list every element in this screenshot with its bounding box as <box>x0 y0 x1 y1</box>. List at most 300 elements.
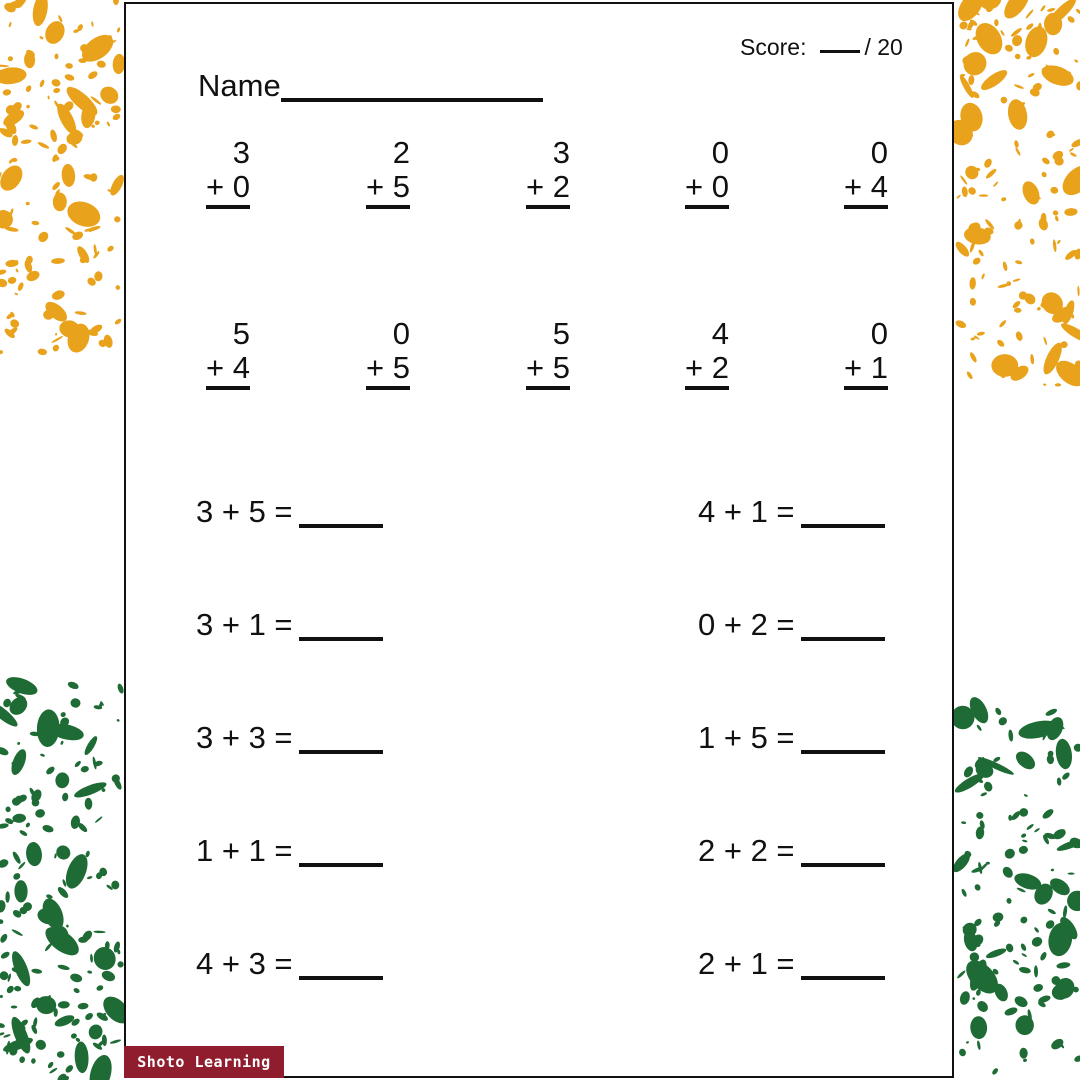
paint-splatter-blob <box>14 292 18 295</box>
top-number: 5 <box>232 316 250 351</box>
paint-splatter-blob <box>969 351 978 363</box>
equation: 2 + 2 = <box>698 833 795 868</box>
paint-splatter-blob <box>84 798 92 810</box>
paint-splatter-blob <box>0 995 3 998</box>
paint-splatter-blob <box>1052 47 1060 56</box>
paint-splatter-blob <box>1019 808 1029 817</box>
paint-splatter-blob <box>972 256 982 266</box>
paint-splatter-blob <box>966 371 974 380</box>
paint-splatter-blob <box>115 284 121 290</box>
paint-splatter-blob <box>1021 953 1027 958</box>
paint-splatter-blob <box>57 964 70 971</box>
paint-splatter-blob <box>1030 935 1044 948</box>
paint-splatter-blob <box>12 135 19 146</box>
worksheet-page <box>124 2 954 1078</box>
paint-splatter-blob <box>31 1058 36 1064</box>
paint-splatter-blob <box>1055 383 1062 386</box>
paint-splatter-blob <box>100 969 116 983</box>
paint-splatter-blob <box>979 194 989 196</box>
brand-label: Shoto Learning <box>124 1046 284 1078</box>
top-number: 4 <box>711 316 729 351</box>
equation: 1 + 5 = <box>698 720 795 755</box>
equation: 4 + 3 = <box>196 946 293 981</box>
score-field <box>740 34 903 61</box>
horizontal-problem <box>698 946 885 982</box>
paint-splatter-blob <box>1066 15 1076 24</box>
paint-splatter-blob <box>1070 137 1080 149</box>
paint-splatter-blob <box>1004 44 1014 53</box>
paint-splatter-blob <box>1034 965 1038 977</box>
paint-splatter-blob <box>1064 208 1078 217</box>
paint-splatter-blob <box>47 95 50 99</box>
paint-splatter-blob <box>961 186 968 198</box>
paint-splatter-blob <box>0 933 9 944</box>
score-blank[interactable] <box>820 50 860 53</box>
paint-splatter-blob <box>60 711 67 718</box>
paint-splatter-blob <box>1013 84 1024 90</box>
answer-blank[interactable] <box>299 863 383 867</box>
paint-splatter-blob <box>39 79 46 88</box>
vertical-problem <box>346 136 410 204</box>
paint-splatter-blob <box>90 954 93 963</box>
horizontal-problem <box>196 946 383 982</box>
paint-splatter-blob <box>37 141 50 150</box>
paint-splatter-blob <box>34 808 46 819</box>
paint-splatter-blob <box>1019 1047 1028 1058</box>
paint-splatter-blob <box>1020 943 1028 952</box>
paint-splatter-blob <box>1041 807 1055 820</box>
paint-splatter-blob <box>3 1033 11 1038</box>
paint-splatter-blob <box>963 163 982 182</box>
equation: 1 + 1 = <box>196 833 293 868</box>
vertical-problem <box>824 317 888 385</box>
paint-splatter-blob <box>0 745 10 756</box>
paint-splatter-blob <box>1026 823 1035 831</box>
paint-splatter-blob <box>39 36 44 40</box>
horizontal-problem <box>196 607 383 643</box>
paint-splatter-blob <box>1000 30 1005 37</box>
paint-splatter-blob <box>983 780 994 792</box>
equation: 3 + 1 = <box>196 607 293 642</box>
paint-splatter-blob <box>17 282 25 292</box>
paint-splatter-blob <box>17 741 21 745</box>
paint-splatter-blob <box>51 258 65 265</box>
paint-splatter-blob <box>5 806 10 812</box>
paint-splatter-blob <box>93 930 105 933</box>
paint-splatter-blob <box>968 75 975 85</box>
paint-splatter-blob <box>985 168 998 180</box>
paint-splatter-blob <box>0 64 9 67</box>
paint-splatter-blob <box>1056 777 1061 786</box>
paint-splatter-blob <box>14 880 28 903</box>
paint-splatter-blob <box>1069 152 1077 158</box>
paint-splatter-blob <box>96 984 104 992</box>
paint-splatter-blob <box>62 792 69 801</box>
paint-splatter-blob <box>55 333 58 336</box>
paint-splatter-blob <box>36 230 50 244</box>
paint-splatter-blob <box>1037 217 1049 231</box>
paint-splatter-blob <box>1002 261 1008 271</box>
paint-splatter-blob <box>974 883 982 891</box>
paint-splatter-blob <box>998 319 1007 328</box>
paint-splatter-blob <box>983 157 994 169</box>
paint-splatter-blob <box>87 70 99 81</box>
paint-splatter-blob <box>30 0 50 27</box>
paint-splatter-blob <box>11 851 22 865</box>
paint-splatter-blob <box>1049 1037 1065 1052</box>
paint-splatter-blob <box>51 343 60 352</box>
paint-splatter-blob <box>60 740 64 745</box>
horizontal-problem <box>196 720 383 756</box>
addend: + 4 <box>206 350 250 390</box>
horizontal-problem <box>698 494 885 530</box>
paint-splatter-blob <box>66 924 69 928</box>
paint-splatter-blob <box>53 87 61 93</box>
paint-splatter-blob <box>1051 827 1067 841</box>
top-number: 3 <box>232 135 250 170</box>
addend: + 4 <box>844 169 888 209</box>
paint-splatter-blob <box>999 0 1034 23</box>
paint-splatter-blob <box>80 765 89 773</box>
paint-splatter-blob <box>980 792 988 798</box>
paint-splatter-blob <box>1014 140 1020 148</box>
paint-splatter-blob <box>51 335 64 344</box>
score-label: Score: <box>740 34 807 60</box>
paint-splatter-blob <box>1047 908 1057 916</box>
paint-splatter-blob <box>47 1061 55 1069</box>
top-number: 0 <box>870 316 888 351</box>
addend: + 5 <box>526 350 570 390</box>
paint-splatter-blob <box>969 298 976 306</box>
paint-splatter-blob <box>1015 147 1022 157</box>
paint-splatter-blob <box>997 716 1009 727</box>
top-number: 5 <box>552 316 570 351</box>
equation: 3 + 5 = <box>196 494 293 529</box>
answer-blank[interactable] <box>299 976 383 980</box>
paint-splatter-blob <box>64 1064 74 1074</box>
paint-splatter-blob <box>999 96 1008 105</box>
paint-splatter-blob <box>985 947 1007 961</box>
paint-splatter-blob <box>1062 905 1068 918</box>
addend: + 5 <box>366 169 410 209</box>
paint-splatter-blob <box>1003 847 1017 861</box>
paint-splatter-blob <box>64 226 77 236</box>
vertical-problem <box>186 317 250 385</box>
paint-splatter-blob <box>37 348 47 356</box>
paint-splatter-blob <box>1023 1058 1028 1062</box>
paint-splatter-blob <box>1045 707 1058 717</box>
paint-splatter-blob <box>0 918 4 924</box>
paint-splatter-blob <box>94 271 103 281</box>
top-number: 0 <box>711 135 729 170</box>
paint-splatter-blob <box>25 822 31 828</box>
paint-splatter-blob <box>40 753 45 757</box>
paint-splatter-blob <box>1015 331 1024 342</box>
paint-splatter-blob <box>21 139 32 145</box>
paint-splatter-blob <box>1041 156 1051 165</box>
paint-splatter-blob <box>992 911 1005 922</box>
paint-splatter-blob <box>8 56 13 61</box>
paint-splatter-blob <box>1008 729 1014 741</box>
paint-splatter-blob <box>55 772 70 789</box>
paint-splatter-blob <box>994 707 1002 716</box>
paint-splatter-blob <box>11 1006 18 1009</box>
paint-splatter-blob <box>1057 160 1080 201</box>
paint-splatter-blob <box>1044 13 1062 35</box>
paint-splatter-blob <box>1029 238 1035 245</box>
paint-splatter-blob <box>67 680 80 690</box>
paint-splatter-blob <box>981 273 986 280</box>
paint-splatter-blob <box>1013 748 1039 773</box>
paint-splatter-blob <box>1054 738 1074 771</box>
paint-splatter-blob <box>1074 59 1079 63</box>
paint-splatter-blob <box>42 824 55 834</box>
paint-splatter-blob <box>14 986 22 992</box>
paint-splatter-blob <box>61 163 76 187</box>
addend: + 2 <box>685 350 729 390</box>
paint-splatter-blob <box>1075 8 1080 16</box>
paint-splatter-blob <box>991 1067 999 1076</box>
paint-splatter-blob <box>5 984 15 994</box>
paint-splatter-blob <box>0 269 7 276</box>
paint-splatter-blob <box>976 331 985 336</box>
answer-blank[interactable] <box>299 637 383 641</box>
paint-splatter-blob <box>1050 186 1059 195</box>
paint-splatter-blob <box>56 885 70 899</box>
paint-splatter-blob <box>2 89 11 97</box>
paint-splatter-blob <box>96 60 106 69</box>
horizontal-problem <box>698 833 885 869</box>
paint-splatter-blob <box>25 841 43 867</box>
name-field <box>198 68 543 104</box>
paint-splatter-blob <box>8 747 29 777</box>
vertical-problem <box>346 317 410 385</box>
paint-splatter-blob <box>91 21 94 27</box>
paint-splatter-blob <box>74 311 86 316</box>
paint-splatter-blob <box>993 181 999 188</box>
paint-splatter-blob <box>1025 9 1034 20</box>
paint-splatter-blob <box>0 350 3 355</box>
paint-splatter-blob <box>7 276 17 285</box>
paint-splatter-blob <box>42 18 69 47</box>
paint-splatter-blob <box>53 192 67 211</box>
paint-splatter-blob <box>11 928 23 936</box>
paint-splatter-blob <box>113 0 119 5</box>
name-line[interactable] <box>281 98 543 102</box>
paint-splatter-blob <box>1073 743 1080 752</box>
equation: 2 + 1 = <box>698 946 795 981</box>
horizontal-problem <box>698 720 885 756</box>
paint-splatter-blob <box>1056 961 1071 969</box>
paint-splatter-blob <box>1056 239 1061 244</box>
paint-splatter-blob <box>56 142 69 156</box>
paint-splatter-blob <box>1005 942 1015 953</box>
paint-splatter-blob <box>1073 1054 1080 1063</box>
vertical-problem <box>665 136 729 204</box>
answer-blank[interactable] <box>299 750 383 754</box>
horizontal-problem <box>698 607 885 643</box>
paint-splatter-blob <box>958 1048 967 1057</box>
paint-splatter-blob <box>49 1067 58 1074</box>
vertical-problem <box>824 136 888 204</box>
paint-splatter-blob <box>84 1011 94 1021</box>
answer-blank[interactable] <box>801 863 885 867</box>
paint-splatter-blob <box>70 698 81 708</box>
paint-splatter-blob <box>26 202 30 206</box>
paint-splatter-blob <box>1024 794 1029 798</box>
paint-splatter-blob <box>77 1002 88 1009</box>
paint-splatter-blob <box>31 220 39 225</box>
paint-splatter-blob <box>976 724 983 732</box>
paint-splatter-blob <box>86 1053 116 1080</box>
paint-splatter-blob <box>1046 754 1054 764</box>
paint-splatter-blob <box>74 1041 89 1073</box>
paint-splatter-blob <box>64 73 75 82</box>
paint-splatter-blob <box>1020 833 1027 839</box>
paint-splatter-blob <box>961 888 968 897</box>
horizontal-problem <box>196 494 383 530</box>
paint-splatter-blob <box>8 22 12 28</box>
paint-splatter-blob <box>1054 215 1059 222</box>
name-label: Name <box>198 68 281 103</box>
paint-splatter-blob <box>1039 61 1077 89</box>
paint-splatter-blob <box>15 268 19 273</box>
paint-splatter-blob <box>976 1040 981 1050</box>
paint-splatter-blob <box>969 277 976 290</box>
answer-blank[interactable] <box>299 524 383 528</box>
paint-splatter-blob <box>1012 278 1020 282</box>
equation: 0 + 2 = <box>698 607 795 642</box>
vertical-problem <box>665 317 729 385</box>
addend: + 5 <box>366 350 410 390</box>
paint-splatter-blob <box>1001 197 1007 202</box>
paint-splatter-blob <box>0 900 6 914</box>
addend: + 2 <box>526 169 570 209</box>
paint-splatter-blob <box>0 278 8 289</box>
paint-splatter-blob <box>1043 336 1048 345</box>
vertical-problem <box>506 317 570 385</box>
paint-splatter-blob <box>114 318 122 326</box>
score-total: / 20 <box>864 34 903 60</box>
paint-splatter-blob <box>956 970 966 980</box>
paint-splatter-blob <box>51 289 66 302</box>
paint-splatter-blob <box>44 942 53 952</box>
paint-splatter-blob <box>1061 771 1071 781</box>
answer-blank[interactable] <box>801 976 885 980</box>
paint-splatter-blob <box>74 760 82 768</box>
paint-splatter-blob <box>0 1022 5 1028</box>
paint-splatter-blob <box>1008 815 1012 821</box>
paint-splatter-blob <box>972 997 975 1000</box>
paint-splatter-blob <box>1001 865 1015 880</box>
paint-splatter-blob <box>994 19 999 26</box>
paint-splatter-blob <box>69 972 83 983</box>
paint-splatter-blob <box>45 765 56 776</box>
paint-splatter-blob <box>1041 171 1048 178</box>
answer-blank[interactable] <box>801 637 885 641</box>
paint-splatter-blob <box>19 1056 26 1064</box>
paint-splatter-blob <box>1005 98 1029 132</box>
paint-splatter-blob <box>25 84 33 92</box>
vertical-problem <box>186 136 250 204</box>
paint-splatter-blob <box>49 129 58 143</box>
paint-splatter-blob <box>87 1023 105 1042</box>
paint-splatter-blob <box>110 1039 122 1045</box>
paint-splatter-blob <box>1052 239 1057 252</box>
top-number: 3 <box>552 135 570 170</box>
paint-splatter-blob <box>975 811 984 819</box>
top-number: 0 <box>392 316 410 351</box>
paint-splatter-blob <box>956 194 961 199</box>
paint-splatter-blob <box>1004 1006 1019 1017</box>
paint-splatter-blob <box>1019 915 1029 925</box>
paint-splatter-blob <box>54 53 58 59</box>
addend: + 0 <box>206 169 250 209</box>
paint-splatter-blob <box>1013 994 1030 1009</box>
paint-splatter-blob <box>102 1034 108 1046</box>
paint-splatter-blob <box>966 1041 970 1044</box>
paint-splatter-blob <box>975 999 990 1014</box>
paint-splatter-blob <box>967 186 978 197</box>
paint-splatter-blob <box>1040 5 1047 12</box>
paint-splatter-blob <box>1032 983 1044 993</box>
paint-splatter-blob <box>34 1038 48 1052</box>
paint-splatter-blob <box>51 181 61 192</box>
paint-splatter-blob <box>87 970 93 974</box>
paint-splatter-blob <box>19 829 29 837</box>
paint-splatter-blob <box>1027 72 1035 78</box>
paint-splatter-blob <box>29 123 39 130</box>
addend: + 1 <box>844 350 888 390</box>
paint-splatter-blob <box>970 1016 988 1040</box>
paint-splatter-blob <box>1069 147 1075 152</box>
addend: + 0 <box>685 169 729 209</box>
paint-splatter-blob <box>978 249 985 257</box>
answer-blank[interactable] <box>801 524 885 528</box>
paint-splatter-blob <box>1034 827 1041 833</box>
paint-splatter-blob <box>94 120 100 125</box>
paint-splatter-blob <box>65 63 73 69</box>
paint-splatter-blob <box>1076 81 1080 91</box>
paint-splatter-blob <box>1018 966 1031 974</box>
paint-splatter-blob <box>87 875 93 879</box>
paint-splatter-blob <box>953 240 971 259</box>
paint-splatter-blob <box>114 216 122 223</box>
paint-splatter-blob <box>82 735 99 757</box>
paint-splatter-blob <box>1015 260 1023 265</box>
paint-splatter-blob <box>57 1051 65 1058</box>
paint-splatter-blob <box>58 1001 70 1009</box>
paint-splatter-blob <box>73 987 81 994</box>
paint-splatter-blob <box>116 719 120 723</box>
top-number: 0 <box>870 135 888 170</box>
paint-splatter-blob <box>1030 354 1035 365</box>
paint-splatter-blob <box>958 990 971 1006</box>
paint-splatter-blob <box>964 38 970 47</box>
paint-splatter-blob <box>1051 868 1055 871</box>
equation: 4 + 1 = <box>698 494 795 529</box>
answer-blank[interactable] <box>801 750 885 754</box>
paint-splatter-blob <box>1019 179 1043 207</box>
paint-splatter-blob <box>1043 383 1047 386</box>
paint-splatter-blob <box>112 113 122 122</box>
paint-splatter-blob <box>1012 959 1020 966</box>
paint-splatter-blob <box>1047 7 1056 12</box>
paint-splatter-blob <box>31 968 42 974</box>
paint-splatter-blob <box>1022 839 1028 842</box>
vertical-problem <box>506 136 570 204</box>
paint-splatter-blob <box>1018 845 1028 854</box>
